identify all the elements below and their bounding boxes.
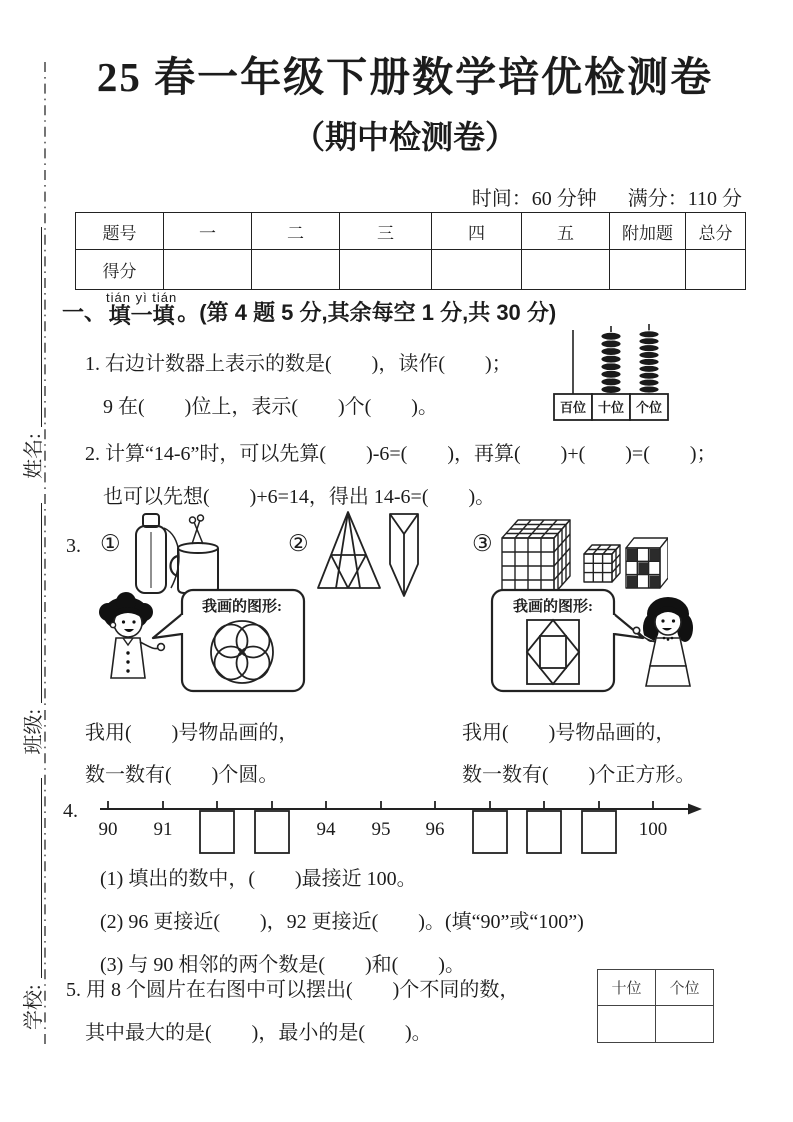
pyramid-shapes-figure <box>316 508 424 600</box>
score-header-cell: 四 <box>432 213 522 250</box>
question-3-right-line-1: 我用( )号物品画的， <box>462 722 676 744</box>
score-blank-cell <box>686 250 746 290</box>
question-4-sub-2: (2) 96 更接近( )，92 更接近( )。(填“90”或“100”) <box>100 911 584 933</box>
ones-column-header: 个位 <box>656 970 714 1006</box>
section-word: 填一填 <box>108 303 175 328</box>
question-3-number: 3. <box>66 535 81 557</box>
ones-beads <box>639 331 659 393</box>
class-label: 班级: <box>23 708 45 755</box>
score-header-cell: 一 <box>164 213 252 250</box>
question-2-line-1: 2. 计算“14-6”时，可以先算( )-6=( )，再算( )+( )=( )； <box>85 443 717 465</box>
ones-blank-cell <box>656 1006 714 1043</box>
tick-label: 96 <box>425 819 445 840</box>
square-pattern-bubble <box>488 588 646 694</box>
question-5-line-1: 5. 用 8 个圆片在右图中可以摆出( )个不同的数， <box>66 979 520 1001</box>
place-value-table <box>597 969 714 1043</box>
arrowhead-icon <box>688 804 702 815</box>
question-2-line-2: 也可以先想( )+6=14，得出 14-6=( )。 <box>103 486 496 508</box>
circle-pattern-bubble <box>150 588 308 694</box>
girl-figure <box>628 592 706 698</box>
score-blank-cell <box>432 250 522 290</box>
abacus-figure <box>552 318 672 422</box>
bubble-title-left: 我画的图形: <box>202 599 282 615</box>
question-3-left-line-1: 我用( )号物品画的， <box>85 722 299 744</box>
thermos-and-mug-figure <box>126 508 226 600</box>
question-5-line-2: 其中最大的是( )，最小的是( )。 <box>85 1022 432 1044</box>
section-one-heading <box>62 291 556 327</box>
pinyin-annotation: tián yì tián <box>106 290 178 305</box>
score-blank-cell <box>164 250 252 290</box>
question-4-sub-1: (1) 填出的数中，( )最接近 100。 <box>100 868 417 890</box>
score-row-label: 得分 <box>76 250 164 290</box>
student-info-strip <box>2 62 44 1122</box>
question-4-sub-3: (3) 与 90 相邻的两个数是( )和( )。 <box>100 954 465 976</box>
score-table <box>75 212 746 290</box>
tick-label: 90 <box>98 819 118 840</box>
exam-meta <box>50 182 742 211</box>
ones-place-label: 个位 <box>635 400 663 415</box>
class-blank-line <box>23 503 42 703</box>
tens-column-header: 十位 <box>598 970 656 1006</box>
max-score: 满分：110 分 <box>627 188 742 210</box>
number-line-blank-boxes <box>200 811 616 853</box>
question-1-line-2: 9 在( )位上，表示( )个( )。 <box>103 396 438 418</box>
score-blank-cell <box>522 250 610 290</box>
section-word-with-pinyin <box>106 291 177 327</box>
tick-label: 94 <box>316 819 336 840</box>
cubes-figure <box>498 508 668 600</box>
exam-title: 25 春一年级下册数学培优检测卷 <box>96 54 714 100</box>
hundreds-place-label: 百位 <box>559 400 587 415</box>
score-blank-cell <box>340 250 432 290</box>
tens-place-label: 十位 <box>597 400 625 415</box>
question-4-number: 4. <box>63 800 78 822</box>
score-header-cell: 总分 <box>686 213 746 250</box>
score-header-cell: 附加题 <box>610 213 686 250</box>
time-limit: 时间：60 分钟 <box>471 188 597 210</box>
section-score-note: 。(第 4 题 5 分,其余每空 1 分,共 30 分) <box>177 300 557 325</box>
score-blank-cell <box>610 250 686 290</box>
section-number: 一、 <box>62 300 107 325</box>
tick-label: 95 <box>371 819 391 840</box>
item-1-mark: ① <box>100 531 121 556</box>
bubble-title-right: 我画的图形: <box>513 599 593 615</box>
name-label: 姓名: <box>23 433 45 479</box>
question-3-right-line-2: 数一数有( )个正方形。 <box>462 764 696 786</box>
tick-label: 100 <box>638 819 668 840</box>
exam-subtitle: （期中检测卷） <box>292 119 517 155</box>
score-header-cell: 三 <box>340 213 432 250</box>
question-1-line-1: 1. 右边计数器上表示的数是( )，读作( )； <box>85 353 512 375</box>
name-blank-line <box>23 227 42 427</box>
tens-beads <box>601 332 621 393</box>
school-blank-line <box>23 778 42 978</box>
number-line-figure <box>92 793 704 857</box>
item-3-mark: ③ <box>472 531 493 556</box>
score-header-cell: 五 <box>522 213 610 250</box>
question-3-left-line-2: 数一数有( )个圆。 <box>85 764 279 786</box>
tick-label: 91 <box>153 819 173 840</box>
school-label: 学校: <box>23 984 45 1030</box>
item-2-mark: ② <box>288 531 309 556</box>
tens-blank-cell <box>598 1006 656 1043</box>
score-blank-cell <box>252 250 340 290</box>
score-header-cell: 二 <box>252 213 340 250</box>
score-header-cell: 题号 <box>76 213 164 250</box>
